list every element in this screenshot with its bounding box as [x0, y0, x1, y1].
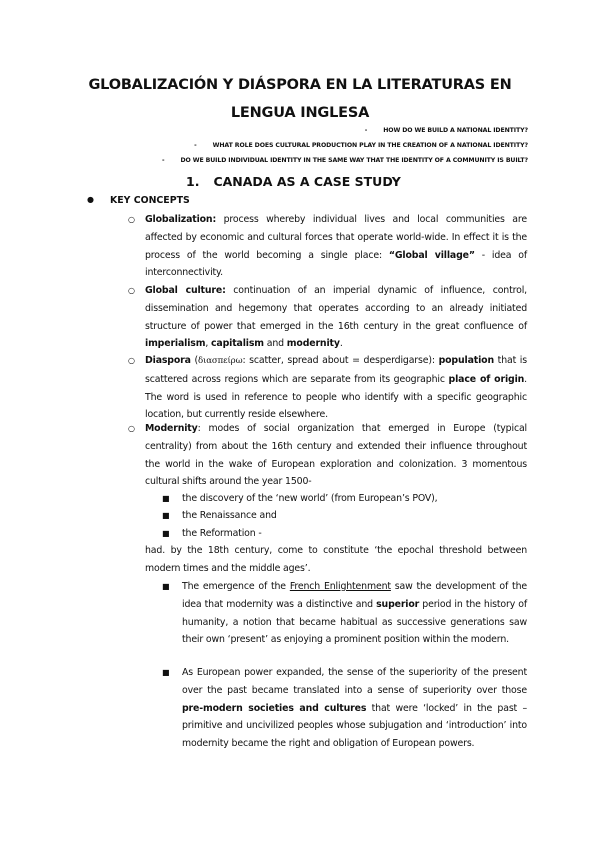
globalization-tail: - idea of interconnectivity.: [145, 249, 528, 279]
key-concepts-label: KEY CONCEPTS: [110, 195, 190, 206]
global-village-quote: “Global village”: [388, 249, 475, 261]
square-bullet-icon: ■: [162, 494, 170, 503]
modernity-term: Modernity: [145, 423, 198, 434]
question-1-text: HOW DO WE BUILD A NATIONAL IDENTITY?: [383, 127, 528, 134]
document-title-line-2: LENGUA INGLESA: [230, 105, 370, 121]
question-1: [365, 127, 528, 134]
shift-item-2: [162, 507, 527, 525]
square-bullet-icon: ■: [162, 582, 170, 591]
modernity-text: : modes of social organization that emerged in Europe (typical centrality) from about the 16th century and extended their influence throughout the world in the wake of European exploration and colonization. 3 momentous cultural shifts around the year 1500-: [145, 423, 527, 488]
place-of-origin-keyword: place of origin: [448, 373, 525, 385]
globalization-term: Globalization:: [145, 214, 217, 225]
globalization-text: process whereby individual lives and local communities are affected by economic and cultural forces that operate world-wide. In effect it is the process of the world becoming a single place:: [145, 214, 527, 261]
epochal-threshold-paragraph: had. by the 18th century, come to constitute ‘the epochal threshold between modern times and the middle ages’.: [145, 545, 527, 574]
sentence-end: .: [339, 338, 343, 350]
shift-item-text: the Reformation -: [182, 528, 262, 539]
enlightenment-post: period in the history of humanity, a notion that became habitual as successive generations saw their own ‘present’ as enjoying a prominent position within the modern.: [182, 598, 528, 646]
dash-marker: -: [364, 127, 368, 134]
document-title-line-1: GLOBALIZACIÓN Y DIÁSPORA EN LA LITERATURAS EN: [88, 77, 512, 93]
shift-item-3: [162, 525, 527, 543]
shift-item-text: the discovery of the ‘new world’ (from European’s POV),: [182, 493, 438, 504]
section-title: CANADA AS A CASE STUDY: [213, 174, 401, 189]
square-bullet-icon: ■: [162, 668, 170, 677]
bullet-icon: ●: [87, 195, 94, 204]
imperialism-keyword: imperialism: [145, 338, 206, 350]
greek-word: διασπείρω: [198, 356, 243, 366]
global-culture-text: continuation of an imperial dynamic of influence, control, dissemination and hegemony that operates according to an already initiated structure of power that emerged in the 16th century in the great confluence of: [145, 285, 527, 332]
question-2-text: WHAT ROLE DOES CULTURAL PRODUCTION PLAY IN THE CREATION OF A NATIONAL IDENTITY?: [212, 142, 528, 149]
circle-bullet-icon: ○: [128, 356, 135, 365]
population-keyword: population: [438, 355, 494, 366]
section-number: 1.: [186, 174, 200, 189]
superior-keyword: superior: [376, 598, 420, 610]
capitalism-keyword: capitalism: [211, 338, 264, 350]
circle-bullet-icon: ○: [128, 424, 135, 433]
modernity-item: [128, 420, 527, 491]
enlightenment-mid: saw the development of the idea that modernity was a distinctive and: [182, 581, 527, 610]
pre-modern-keyword: pre-modern societies and cultures: [182, 702, 367, 714]
separator: and: [263, 338, 287, 350]
circle-bullet-icon: ○: [128, 286, 135, 295]
square-bullet-icon: ■: [162, 511, 170, 520]
dash-marker: -: [162, 157, 165, 164]
enlightenment-item: [162, 578, 528, 649]
shift-item-text: the Renaissance and: [182, 510, 277, 521]
global-culture-item: [128, 282, 527, 353]
french-enlightenment-link[interactable]: French Enlightenment: [289, 581, 391, 592]
european-power-post: that were ‘locked’ in the past – primitive and uncivilized peoples whose subjugation and ‘introduction’ into modernity became the right and obligation of European powers.: [182, 702, 527, 750]
enlightenment-pre: The emergence of the: [182, 581, 290, 592]
european-power-item: [162, 664, 527, 753]
diaspora-item: [128, 352, 528, 424]
key-concepts-heading: [87, 195, 190, 206]
shift-item-1: [162, 490, 527, 508]
question-2: [194, 142, 528, 149]
question-3: [162, 157, 528, 164]
square-bullet-icon: ■: [162, 529, 170, 538]
circle-bullet-icon: ○: [128, 215, 135, 224]
section-heading: [186, 174, 401, 189]
modernity-keyword: modernity: [286, 338, 340, 350]
dash-marker: -: [194, 142, 197, 149]
diaspora-text-2: that is scattered across regions which are separate from its geographic: [145, 355, 527, 385]
diaspora-text: : scatter, spread about = desperdigarse):: [242, 355, 439, 366]
question-3-text: DO WE BUILD INDIVIDUAL IDENTITY IN THE SAME WAY THAT THE IDENTITY OF A COMMUNITY IS BUILT?: [180, 157, 528, 164]
paren-open: (: [190, 355, 199, 366]
european-power-pre: As European power expanded, the sense of the superiority of the present over the past became translated into a sense of superiority over those: [182, 667, 527, 696]
global-culture-term: Global culture:: [145, 285, 226, 296]
diaspora-text-3: . The word is used in reference to people who identify with a specific geographic location, but currently reside elsewhere.: [145, 373, 528, 421]
separator: ,: [205, 338, 212, 350]
globalization-item: [128, 211, 528, 282]
diaspora-term: Diaspora: [145, 355, 191, 366]
